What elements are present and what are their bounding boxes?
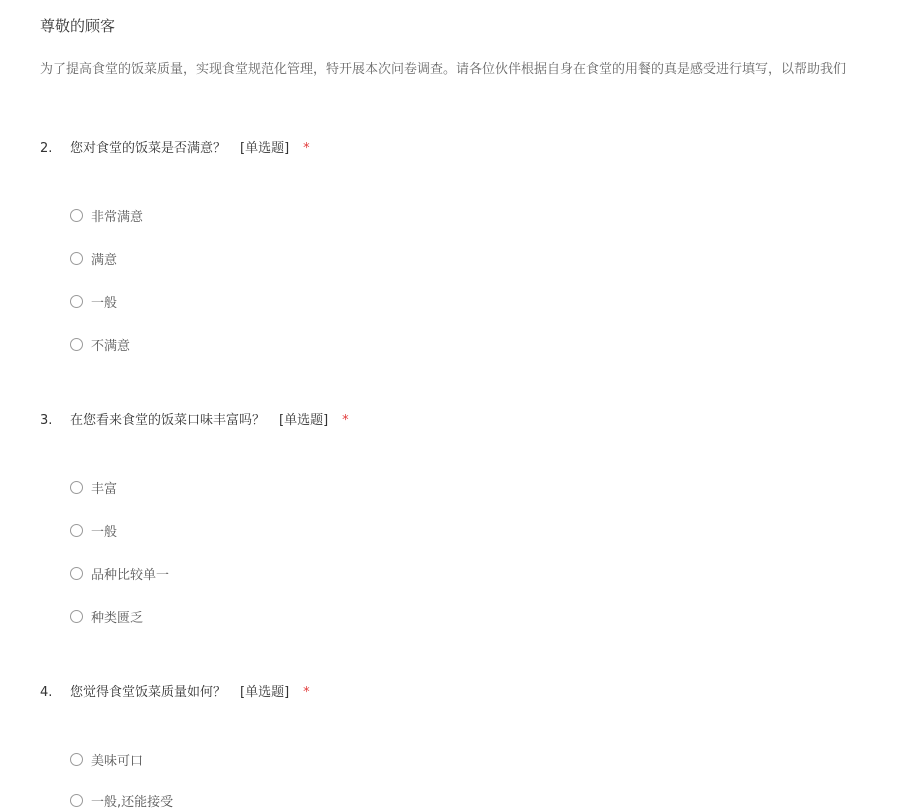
radio-circle-icon[interactable] — [70, 524, 83, 537]
radio-option[interactable] — [70, 478, 117, 496]
radio-circle-icon[interactable] — [70, 610, 83, 623]
question-number: 4. — [40, 685, 53, 700]
radio-circle-icon[interactable] — [70, 753, 83, 766]
radio-option[interactable] — [70, 206, 143, 224]
question-text: 您觉得食堂饭菜质量如何？ — [70, 685, 227, 700]
option-label[interactable]: 一般,还能接受 — [91, 794, 174, 810]
survey-intro: 为了提高食堂的饭菜质量，实现食堂规范化管理，特开展本次问卷调查。请各位伙伴根据自身在食堂的用餐的真是感受进行填写，以帮助我们 — [40, 62, 847, 77]
required-mark: * — [342, 413, 349, 428]
option-label[interactable]: 种类匮乏 — [91, 610, 144, 626]
radio-option[interactable] — [70, 564, 169, 582]
question-title — [40, 137, 310, 156]
required-mark: * — [303, 141, 310, 156]
option-label[interactable]: 不满意 — [91, 338, 131, 354]
radio-option[interactable] — [70, 607, 143, 625]
radio-circle-icon[interactable] — [70, 794, 83, 807]
option-label[interactable]: 非常满意 — [91, 209, 144, 225]
question-type: [单选题] — [240, 685, 290, 700]
question-number: 3. — [40, 413, 53, 428]
radio-option[interactable] — [70, 335, 130, 353]
question-title — [40, 409, 349, 428]
radio-circle-icon[interactable] — [70, 567, 83, 580]
radio-option[interactable] — [70, 750, 143, 768]
greeting-heading: 尊敬的顾客 — [40, 17, 116, 35]
option-label[interactable]: 满意 — [91, 252, 118, 268]
option-label[interactable]: 美味可口 — [91, 753, 144, 769]
radio-option[interactable] — [70, 292, 117, 310]
question-type: [单选题] — [240, 141, 290, 156]
question-number: 2. — [40, 141, 53, 156]
radio-circle-icon[interactable] — [70, 252, 83, 265]
radio-option[interactable] — [70, 791, 173, 809]
radio-circle-icon[interactable] — [70, 295, 83, 308]
question-type: [单选题] — [279, 413, 329, 428]
option-label[interactable]: 一般 — [91, 524, 118, 540]
question-text: 您对食堂的饭菜是否满意？ — [70, 141, 227, 156]
required-mark: * — [303, 685, 310, 700]
radio-option[interactable] — [70, 249, 117, 267]
radio-option[interactable] — [70, 521, 117, 539]
option-label[interactable]: 品种比较单一 — [91, 567, 170, 583]
radio-circle-icon[interactable] — [70, 481, 83, 494]
question-text: 在您看来食堂的饭菜口味丰富吗？ — [70, 413, 266, 428]
radio-circle-icon[interactable] — [70, 209, 83, 222]
option-label[interactable]: 丰富 — [91, 481, 118, 497]
option-label[interactable]: 一般 — [91, 295, 118, 311]
question-title — [40, 681, 310, 700]
radio-circle-icon[interactable] — [70, 338, 83, 351]
